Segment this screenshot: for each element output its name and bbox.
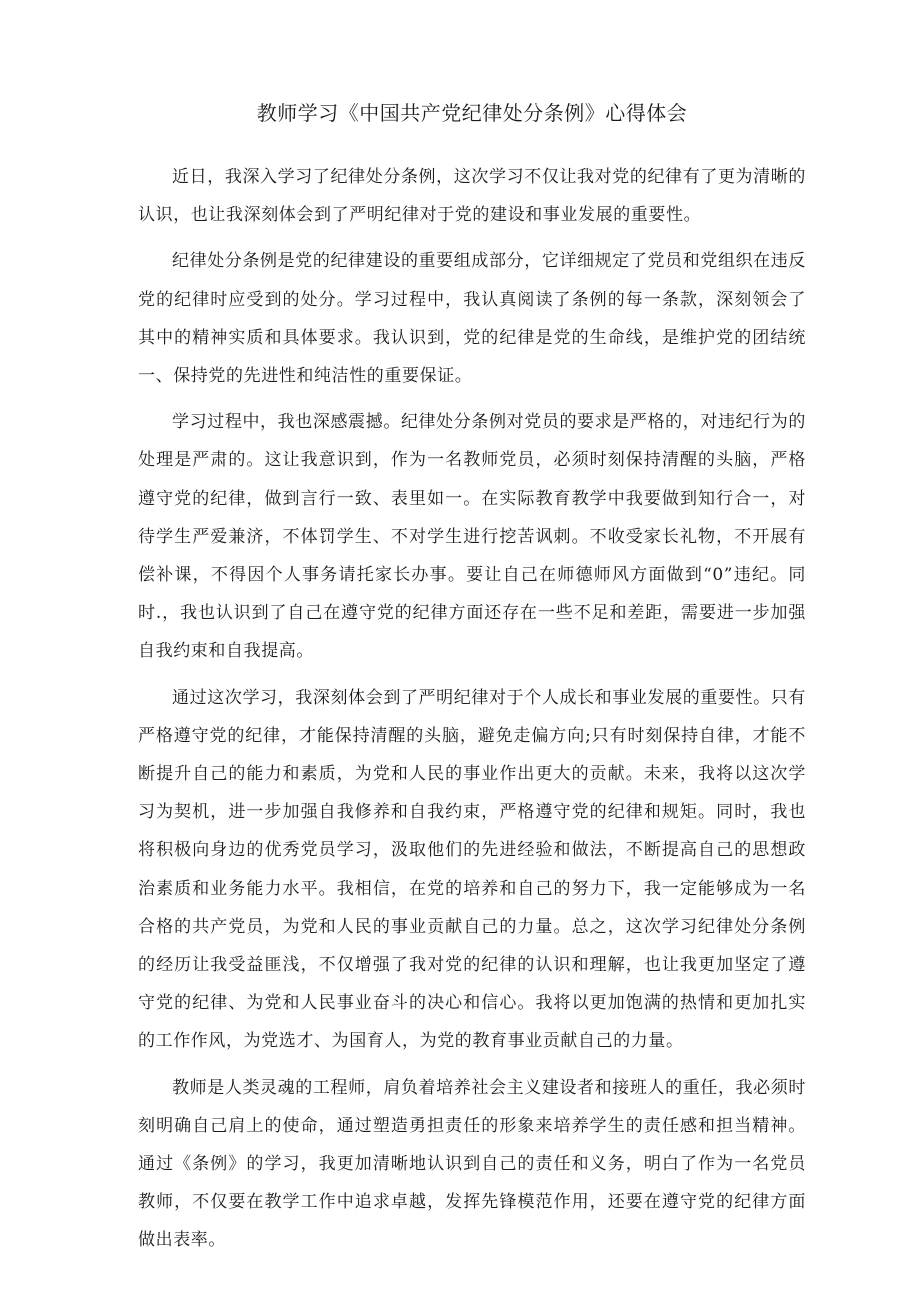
- paragraph: 教师是人类灵魂的工程师，肩负着培养社会主义建设者和接班人的重任，我必须时刻明确自己肩上的使命，通过塑造勇担责任的形象来培养学生的责任感和担当精神。通过《条例》的学习，我更加清晰地认识到自己的责任和义务，明白了作为一名党员教师，不仅要在教学工作中追求卓越，发挥先锋模范作用，还要在遵守党的纪律方面做出表率。: [138, 1077, 806, 1251]
- paragraph: 近日，我深入学习了纪律处分条例，这次学习不仅让我对党的纪律有了更为清晰的认识，也让我深刻体会到了严明纪律对于党的建设和事业发展的重要性。: [138, 167, 806, 226]
- document-body: [138, 158, 806, 1260]
- paragraph: 学习过程中，我也深感震撼。纪律处分条例对党员的要求是严格的，对违纪行为的处理是严肃的。这让我意识到，作为一名教师党员，必须时刻保持清醒的头脑，严格遵守党的纪律，做到言行一致、表里如一。在实际教育教学中我要做到知行合一，对待学生严爱兼济，不体罚学生、不对学生进行挖苦讽刺。不收受家长礼物，不开展有偿补课，不得因个人事务请托家长办事。要让自己在师德师风方面做到“0”违纪。同时.，我也认识到了自己在遵守党的纪律方面还存在一些不足和差距，需要进一步加强自我约束和自我提高。: [138, 412, 806, 662]
- document-title: 教师学习《中国共产党纪律处分条例》心得体会: [256, 101, 688, 125]
- paragraph: 通过这次学习，我深刻体会到了严明纪律对于个人成长和事业发展的重要性。只有严格遵守党的纪律，才能保持清醒的头脑，避免走偏方向;只有时刻保持自律，才能不断提升自己的能力和素质，为党和人民的事业作出更大的贡献。未来，我将以这次学习为契机，进一步加强自我修养和自我约束，严格遵守党的纪律和规矩。同时，我也将积极向身边的优秀党员学习，汲取他们的先进经验和做法，不断提高自己的思想政治素质和业务能力水平。我相信，在党的培养和自己的努力下，我一定能够成为一名合格的共产党员，为党和人民的事业贡献自己的力量。总之，这次学习纪律处分条例的经历让我受益匪浅，不仅增强了我对党的纪律的认识和理解，也让我更加坚定了遵守党的纪律、为党和人民事业奋斗的决心和信心。我将以更加饱满的热情和更加扎实的工作作风，为党选才、为国育人，为党的教育事业贡献自己的力量。: [138, 687, 806, 1052]
- paragraph: 纪律处分条例是党的纪律建设的重要组成部分，它详细规定了党员和党组织在违反党的纪律时应受到的处分。学习过程中，我认真阅读了条例的每一条款，深刻领会了其中的精神实质和具体要求。我认识到，党的纪律是党的生命线，是维护党的团结统一、保持党的先进性和纯洁性的重要保证。: [138, 251, 806, 387]
